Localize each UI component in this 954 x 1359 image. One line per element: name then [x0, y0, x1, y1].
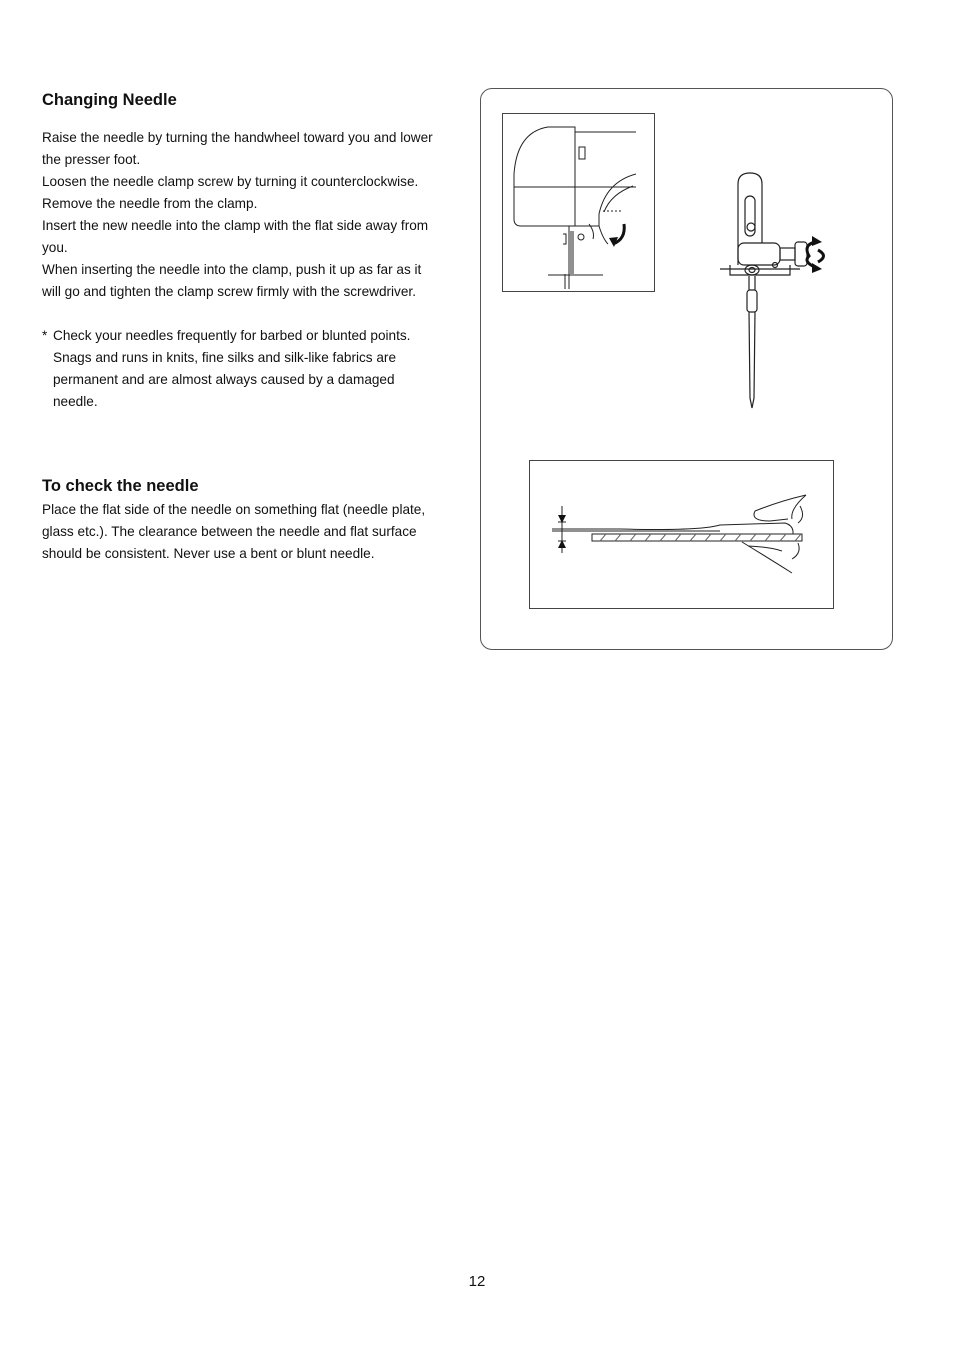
heading-check-needle: To check the needle [42, 477, 199, 495]
instruction-raise-needle: Raise the needle by turning the handwheel toward you and lower the presser foot. [42, 130, 433, 167]
needle-clamp-illustration [705, 170, 840, 415]
instruction-tighten-screw: When inserting the needle into the clamp, push it up as far as it will go and tighten the clamp screw firmly with the screwdriver. [42, 262, 422, 299]
machine-head-illustration-box [502, 113, 655, 292]
needle-check-illustration [530, 461, 833, 608]
needle-check-illustration-box [529, 460, 834, 609]
instruction-loosen-screw: Loosen the needle clamp screw by turning it counterclockwise. [42, 174, 419, 189]
instruction-insert-needle: Insert the new needle into the clamp with the flat side away from you. [42, 218, 429, 255]
changing-needle-instructions [42, 127, 437, 303]
instruction-remove-needle: Remove the needle from the clamp. [42, 196, 258, 211]
check-needle-instructions [42, 499, 437, 565]
page-number: 12 [468, 1273, 486, 1290]
note-asterisk: * [42, 328, 48, 343]
note-text: Check your needles frequently for barbed or blunted points. Snags and runs in knits, fine silks and silk-like fabrics are permanent and are almost always caused by a damaged needle. [53, 328, 411, 409]
heading-changing-needle: Changing Needle [42, 91, 177, 109]
needle-check-note [42, 325, 437, 413]
check-needle-text: Place the flat side of the needle on something flat (needle plate, glass etc.). The clearance between the needle and flat surface should be consistent. Never use a bent or blunt needle. [42, 502, 426, 561]
machine-head-illustration [503, 114, 654, 291]
